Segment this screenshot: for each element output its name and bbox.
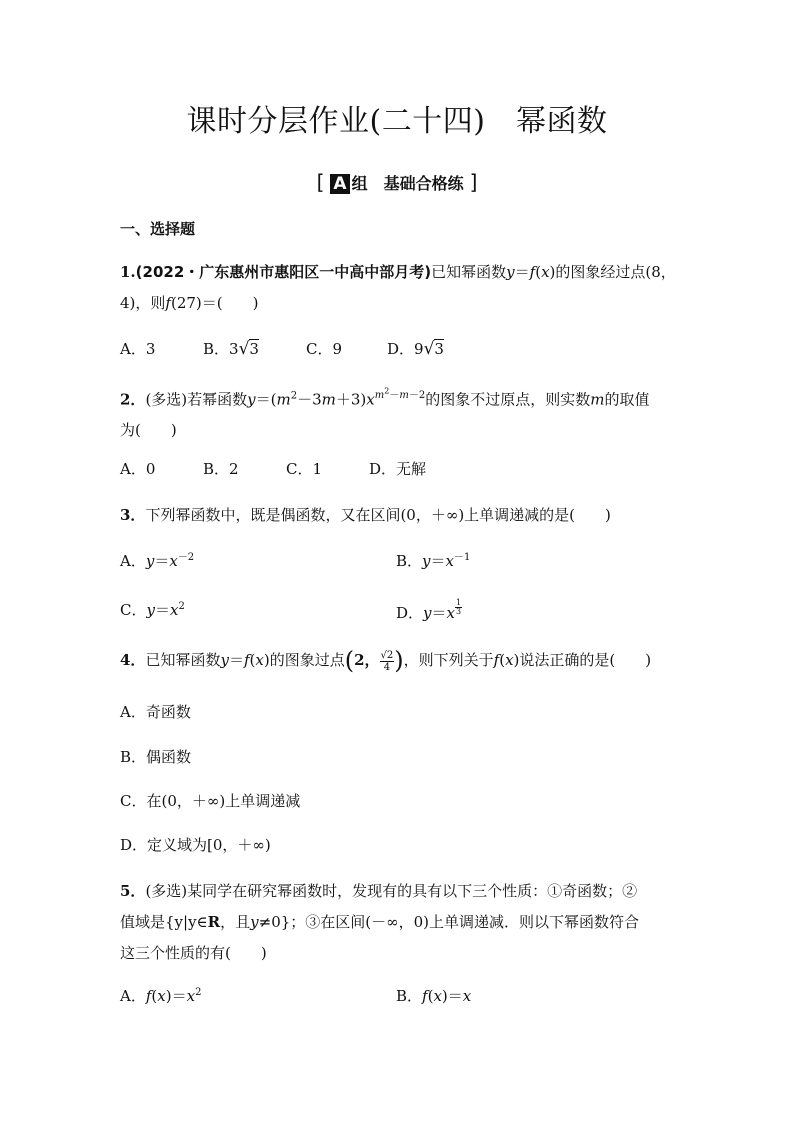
group-heading bbox=[0, 170, 794, 194]
question-source: (2022・广东惠州市惠阳区一中高中部月考) bbox=[135, 263, 432, 281]
bracket-open: [ bbox=[316, 170, 325, 194]
question-1: 1.(2022・广东惠州市惠阳区一中高中部月考)已知幂函数y＝f(x)的图象经过点(8， 4)，则f(27)＝( ) bbox=[120, 263, 676, 312]
question-2: 2．(多选)若幂函数$y=(m^2-3m+3)x^{m^2-m-2}$的图象不过原点，则实数m的取值 为( ) bbox=[120, 387, 650, 440]
question-4: 4．已知幂函数y＝f(x)的图象过点(2， $\frac{√2}{4}$ )，则下列关于f(x)说法正确的是( ) bbox=[120, 646, 652, 675]
q3-option-a: A．$y=x^{-2}$ bbox=[120, 552, 195, 570]
q2-option-b: B．2 bbox=[203, 460, 239, 478]
section-heading: 一、选择题 bbox=[120, 220, 196, 238]
q2-option-d: D．无解 bbox=[369, 460, 427, 478]
q1-option-b: B．3√3 bbox=[203, 339, 259, 359]
group-badge: A bbox=[330, 174, 349, 194]
question-3: 3．下列幂函数中，既是偶函数，又在区间(0，＋∞)上单调递减的是( ) bbox=[120, 506, 611, 524]
q1-option-c: C．9 bbox=[306, 340, 343, 358]
q2-option-a: A．0 bbox=[120, 460, 156, 478]
q4-option-a: A．奇函数 bbox=[120, 703, 191, 721]
q1-option-a: A．3 bbox=[120, 340, 156, 358]
q5-option-a: A．$f(x)=x^2$ bbox=[120, 987, 202, 1005]
question-5: 5．(多选)某同学在研究幂函数时，发现有的具有以下三个性质：①奇函数；② 值域是{y|y∈R，且y≠0}；③在区间(－∞，0)上单调递减．则以下幂函数符合 这三个性质的有( ) bbox=[120, 882, 640, 962]
bracket-close: ] bbox=[469, 170, 478, 194]
q3-option-c: C．$y=x^2$ bbox=[120, 601, 185, 619]
q3-option-b: B．$y=x^{-1}$ bbox=[396, 552, 471, 570]
q4-option-c: C．在(0，＋∞)上单调递减 bbox=[120, 792, 301, 810]
q4-option-d: D．定义域为[0，＋∞) bbox=[120, 836, 271, 854]
q5-option-b: B．f(x)＝x bbox=[396, 987, 472, 1005]
q3-option-d: D．y＝x $^{\frac{1}{3}}$ bbox=[396, 598, 462, 622]
q2-option-c: C．1 bbox=[286, 460, 323, 478]
q1-option-d: D．9√3 bbox=[387, 339, 444, 359]
page-title: 课时分层作业(二十四) 幂函数 bbox=[186, 104, 608, 139]
q4-option-b: B．偶函数 bbox=[120, 748, 192, 766]
group-label: 组 基础合格练 bbox=[351, 174, 464, 193]
